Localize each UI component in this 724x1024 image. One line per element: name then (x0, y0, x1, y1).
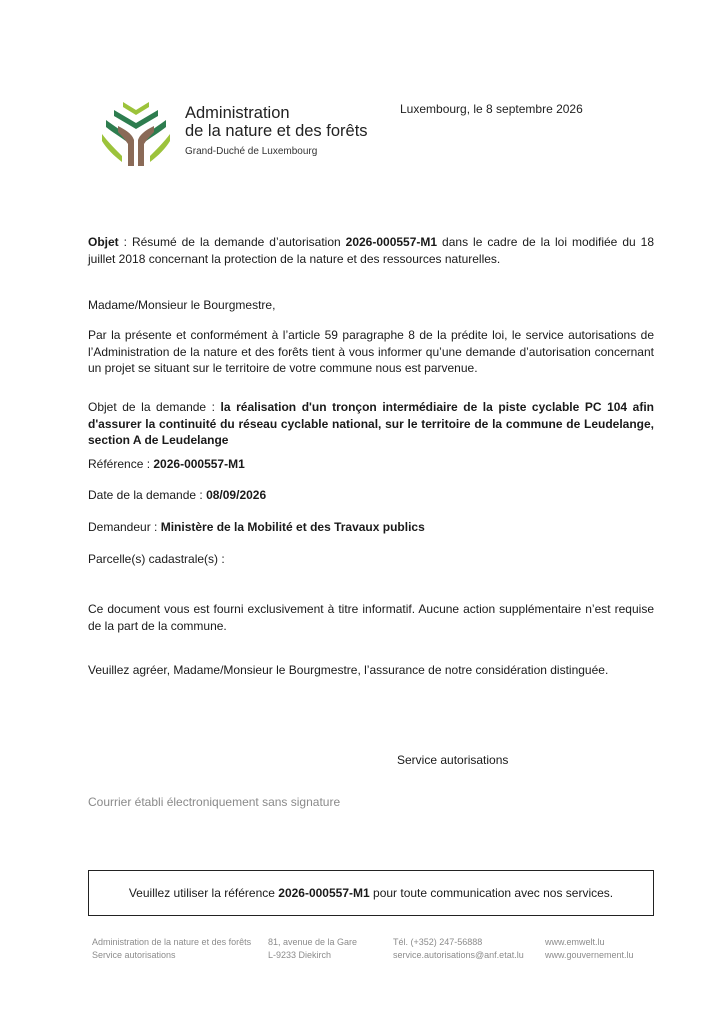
subject-text-post: dans le cadre de la loi modifiée du 18 juillet 2018 concernant la protection de la nature et des ressources naturelles. (88, 235, 654, 266)
reference-value: 2026-000557-M1 (153, 457, 245, 471)
footer-link-emwelt[interactable]: www.emwelt.lu (545, 937, 605, 947)
org-subtitle: Grand-Duché de Luxembourg (185, 146, 318, 157)
footer-service: Service autorisations (92, 950, 176, 960)
footer-city: L-9233 Diekirch (268, 950, 332, 960)
org-name-line1: Administration (185, 104, 290, 122)
applicant-value: Ministère de la Mobilité et des Travaux publics (160, 520, 425, 534)
signature: Service autorisations (397, 753, 509, 767)
footer-col-contact (393, 936, 524, 962)
org-name-line2: de la nature et des forêts (185, 122, 368, 140)
footer-col-org (92, 936, 251, 962)
subject-reference: 2026-000557-M1 (345, 235, 438, 249)
request-date-value: 08/09/2026 (206, 488, 267, 502)
no-signature-note: Courrier établi électroniquement sans signature (88, 795, 341, 809)
applicant-line (88, 519, 654, 536)
intro-paragraph: Par la présente et conformément à l’article 59 paragraphe 8 de la prédite loi, le service autorisations de l’Administration de la nature et des forêts tient à vous informer qu’une demande d’autorisation concernant un projet se situant sur le territoire de votre commune nous est parvenue. (88, 328, 654, 375)
parcels-line (88, 551, 654, 568)
request-date-label: Date de la demande : (88, 488, 207, 502)
request-label: Objet de la demande : (88, 400, 221, 414)
applicant-label: Demandeur : (88, 520, 161, 534)
subject-paragraph (88, 234, 654, 267)
footer-org-name: Administration de la nature et des forêts (92, 937, 252, 947)
reference-line (88, 456, 654, 473)
subject-text-pre: : Résumé de la demande d’autorisation (118, 235, 346, 249)
closing-formula: Veuillez agréer, Madame/Monsieur le Bourgmestre, l’assurance de notre considération distinguée. (88, 663, 609, 677)
ref-box-reference: 2026-000557-M1 (278, 886, 370, 900)
reference-box (88, 870, 654, 916)
footer-col-web (545, 936, 634, 962)
footer-phone: Tél. (+352) 247-56888 (393, 937, 483, 947)
footer-col-address (268, 936, 357, 962)
ref-box-post: pour toute communication avec nos services. (373, 886, 614, 900)
parcels-label: Parcelle(s) cadastrale(s) : (88, 552, 225, 566)
info-notice: Ce document vous est fourni exclusivement à titre informatif. Aucune action supplémentaire n’est requise de la part de la commune. (88, 602, 654, 633)
request-date-line (88, 487, 654, 504)
ref-box-pre: Veuillez utiliser la référence (128, 886, 275, 900)
org-name (185, 104, 368, 140)
reference-label: Référence : (88, 457, 154, 471)
dateline: Luxembourg, le 8 septembre 2026 (400, 102, 583, 116)
request-paragraph (88, 399, 654, 449)
salutation: Madame/Monsieur le Bourgmestre, (88, 298, 276, 312)
request-value: la réalisation d'un tronçon intermédiaire de la piste cyclable PC 104 afin d'assurer la continuité du réseau cyclable national, sur le territoire de la commune de Leudelange, section A de Leudelange (88, 400, 655, 447)
footer-link-gouvernement[interactable]: www.gouvernement.lu (545, 950, 634, 960)
subject-label: Objet (88, 235, 119, 249)
footer-street: 81, avenue de la Gare (268, 937, 358, 947)
footer-email[interactable]: service.autorisations@anf.etat.lu (393, 950, 524, 960)
anf-logo-icon (100, 96, 172, 168)
